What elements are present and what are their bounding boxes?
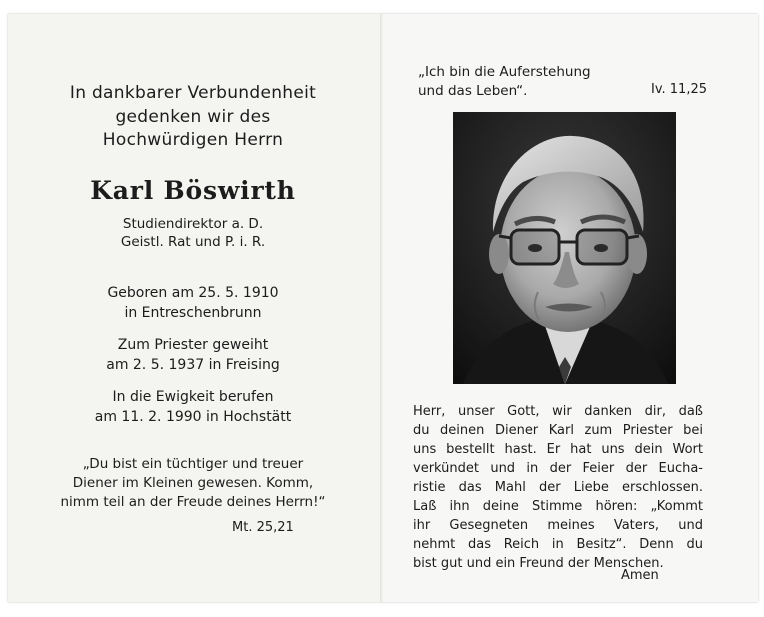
card-fold [380,14,384,602]
prayer-line: verkündet und in der Feier der Eucha- [413,461,703,476]
ordination-info [18,335,368,375]
death-info [18,387,368,427]
birth-info [18,283,368,323]
portrait-illustration [453,112,676,384]
ordination-line: Zum Priester geweiht [117,337,269,353]
prayer-line: du deinen Diener Karl zum Priester bei [413,423,703,438]
deceased-name: Karl Böswirth [90,176,296,205]
quote-line: „Du bist ein tüchtiger und treuer [82,456,304,472]
prayer-line: nehmt das Reich in Besitz“. Denn du [413,537,703,552]
prayer-line: ristie das Mahl der Liebe erschlossen. [413,480,703,495]
prayer-line: ihr Gesegneten meines Vaters, und [413,518,703,533]
verse-reference: Iv. 11,25 [651,82,707,97]
ordination-date: am 2. 5. 1937 in Freising [106,357,280,373]
quote-line: nimm teil an der Freude deines Herrn!“ [60,494,326,510]
death-line: In die Ewigkeit berufen [112,389,274,405]
prayer-text [413,402,703,573]
quote-line: Diener im Kleinen gewesen. Komm, [72,475,314,491]
amen-text: Amen [621,568,659,583]
death-date: am 11. 2. 1990 in Hochstätt [94,409,292,425]
intro-line: Hochwürdigen Herrn [102,130,284,150]
verse-line: und das Leben“. [418,83,528,99]
intro-line: In dankbarer Verbundenheit [69,83,317,103]
prayer-line: bist gut und ein Freund der Menschen. [413,556,664,571]
verse-text [418,63,591,101]
deceased-titles [18,215,368,251]
birth-place: in Entreschenbrunn [124,305,262,321]
birth-date: Geboren am 25. 5. 1910 [107,285,279,301]
title-line: Geistl. Rat und P. i. R. [120,234,266,250]
quote-reference: Mt. 25,21 [232,520,294,535]
prayer-line: Laß ihn deine Stimme hören: „Kommt [413,499,703,514]
intro-line: gedenken wir des [115,106,271,127]
portrait-photo [453,112,676,384]
verse-line: „Ich bin die Auferstehung [418,64,591,80]
prayer-line: Herr, unser Gott, wir danken dir, daß [413,404,703,419]
title-line: Studiendirektor a. D. [122,216,264,232]
bible-quote [18,455,368,512]
intro-text [18,82,368,153]
prayer-line: uns bestellt hast. Er hat uns dein Wort [413,442,703,457]
